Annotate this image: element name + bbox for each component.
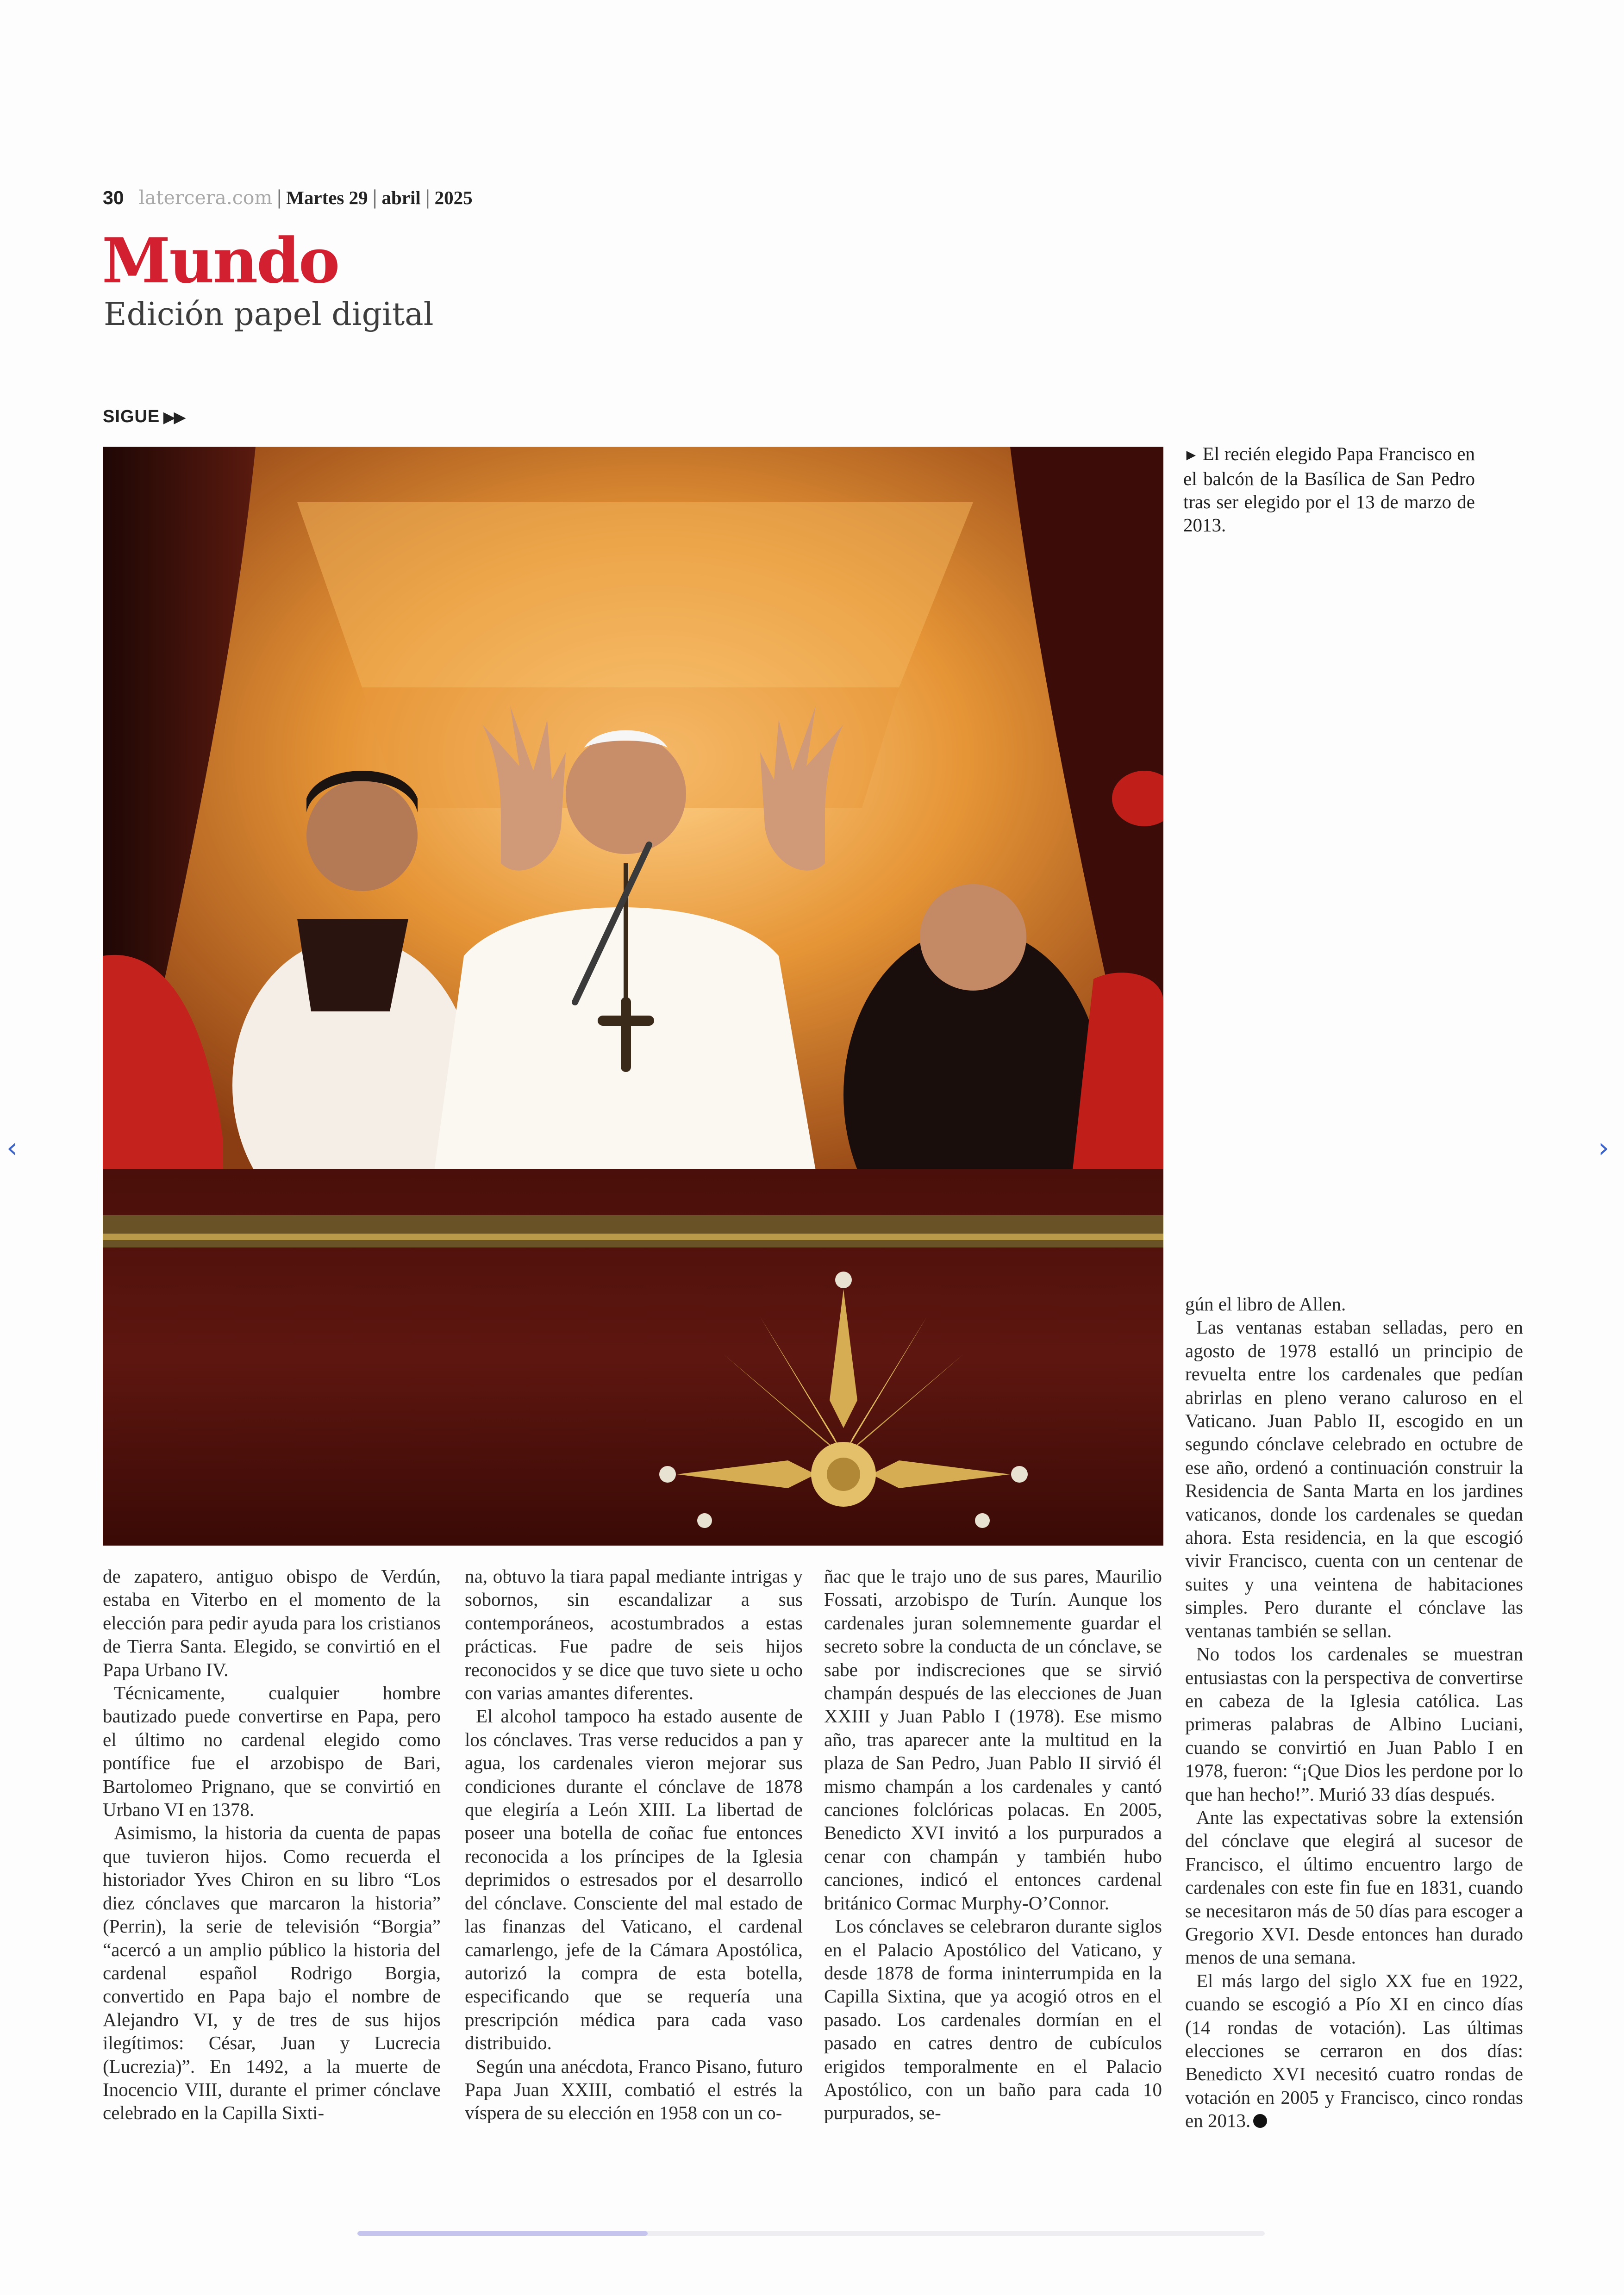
article-column-4 — [1185, 1292, 1523, 2133]
paragraph: Asimismo, la historia da cuenta de papas que tuvieron hijos. Como recuerda el historiador Yves Chiron en su libro “Los diez cónclaves que marcaron la historia” (Perrin), la serie de televisión “Borgia” “acercó a un amplio público la historia del cardenal español Rodrigo Borgia, convertido en Papa bajo el nombre de Alejandro VI, y de tres de sus hijos ilegítimos: César, Juan y Lucrecia (Lucrezia)”. En 1492, a la muerte de Inocencio VIII, durante el primer cónclave celebrado en la Capilla Sixti- — [103, 1822, 441, 2124]
sigue-label — [103, 405, 184, 428]
article-column-1 — [103, 1565, 441, 2125]
priest-left-head — [306, 780, 418, 891]
page-number: 30 — [103, 187, 124, 208]
article-column-3 — [824, 1565, 1162, 2125]
pope-head — [566, 734, 686, 854]
paragraph: de zapatero, antiguo obispo de Verdún, estaba en Viterbo en el momento de la elección para pedir ayuda para los cristianos de Tierra Santa. Elegido, se convirtió en el Papa Urbano IV. — [103, 1565, 441, 1680]
reading-progress-bar[interactable] — [357, 2231, 1265, 2236]
paragraph: Técnicamente, cualquier hombre bautizado puede convertirse en Papa, pero el último no cardenal elegido como pontífice fue el arzobispo de Bari, Bartolomeo Prignano, que se convirtió en Urbano VI en 1378. — [103, 1682, 441, 1821]
paragraph-last — [1185, 1969, 1523, 2133]
drape-fringe — [103, 1215, 1163, 1247]
end-of-article-icon — [1253, 2114, 1267, 2128]
paragraph: Ante las expectativas sobre la extensión del cónclave que elegirá al sucesor de Francisco, el último encuentro largo de cardenales con este fin fue en 1831, cuando se necesitaron más de 50 días para escoger a Gregorio XVI. Desde entonces han durado menos de una semana. — [1185, 1806, 1523, 1968]
paragraph: Las ventanas estaban selladas, pero en agosto de 1978 estalló un principio de revuelta entre los cardenales que pedían abrirlas en pleno verano caluroso en el Vaticano. Juan Pablo II, escogido en un segundo cónclave celebrado en octubre de ese año, ordenó a continuación construir la Residencia de Santa Marta en los jardines vaticanos, donde los cardenales se quedan ahora. Esta residencia, en la que escogió vivir Francisco, cuenta con un centenar de suites y una veintena de habitaciones simples. Pero durante el cónclave las ventanas también se sellan. — [1185, 1316, 1523, 1641]
caption-text: El recién elegido Papa Francisco en el balcón de la Basílica de San Pedro tras ser elegido por el 13 de marzo de 2013. — [1183, 443, 1475, 536]
paragraph: gún el libro de Allen. — [1185, 1293, 1346, 1315]
site-name: latercera.com — [138, 187, 273, 209]
paragraph: Los cónclaves se celebraron durante siglos en el Palacio Apostólico del Vaticano, y desde 1878 de forma ininterrumpida en la Capilla Sixtina, que ya acogió otros en el pasado. Los cardenales dormían en el pasado en catres dentro de cubículos erigidos temporalmente en el Palacio Apostólico, con un baño para cada 10 purpurados, se- — [824, 1915, 1162, 2124]
date-month: abril — [381, 187, 421, 208]
reading-progress-fill — [357, 2231, 648, 2236]
folio-separator: | — [424, 187, 431, 209]
chevron-right-icon[interactable]: › — [1598, 1132, 1609, 1164]
paragraph: Según una anécdota, Franco Pisano, futuro Papa Juan XXIII, combatió el estrés la víspera de su elección en 1958 con un co- — [465, 2055, 803, 2124]
ceiling-coffer — [297, 502, 973, 687]
date-weekday: Martes 29 — [286, 187, 368, 208]
paragraph: No todos los cardenales se muestran entusiastas con la perspectiva de convertirse en cabeza de la Iglesia católica. Las primeras palabras de Albino Luciani, cuando se convirtió en Juan Pablo I en 1978, fueron: “¡Que Dios les perdone por lo que han hecho!”. Murió 33 días después. — [1185, 1643, 1523, 1805]
section-title: Mundo — [102, 224, 339, 297]
folio-separator: | — [371, 187, 378, 209]
sigue-text: SIGUE — [103, 407, 160, 426]
folio-separator: | — [276, 187, 283, 209]
edition-subtitle: Edición papel digital — [104, 296, 434, 333]
article-column-2 — [465, 1565, 803, 2125]
priest-right-head — [920, 884, 1026, 991]
date-year: 2025 — [434, 187, 473, 208]
paragraph: na, obtuvo la tiara papal mediante intrigas y sobornos, sin escandalizar a sus contemporáneos, acostumbrados a estas prácticas. Fue padre de seis hijos reconocidos y se dice que tuvo siete u ocho con varias amantes diferentes. — [465, 1565, 803, 1704]
paragraph-text: El más largo del siglo XX fue en 1922, cuando se escogió a Pío XI en cinco días (14 rondas de votación). Las últimas elecciones se cerraron en dos días: Benedicto XVI necesitó cuatro rondas de votación en 2005 y Francisco, cinco rondas en 2013. — [1185, 1970, 1523, 2132]
paragraph: El alcohol tampoco ha estado ausente de los cónclaves. Tras verse reducidos a pan y agua, los cardenales vieron mejorar sus condiciones durante el cónclave de 1878 que elegiría a León XIII. La libertad de poseer una botella de coñac fue entonces reconocida a los príncipes de la Iglesia deprimidos o estresados por el desarrollo del cónclave. Consciente del mal estado de las finanzas del Vaticano, el cardenal camarlengo, jefe de la Cámara Apostólica, autorizó la compra de esta botella, especificando que se requería una prescripción médica para cada vaso distribuido. — [465, 1705, 803, 2054]
article-photo — [103, 447, 1163, 1546]
pope-balcony-photo — [103, 447, 1163, 1546]
double-play-icon: ▶▶ — [163, 409, 185, 425]
chevron-left-icon[interactable]: ‹ — [6, 1132, 18, 1164]
caption-marker-icon: ► — [1183, 447, 1199, 464]
photo-caption — [1183, 442, 1475, 536]
paragraph: ñac que le trajo uno de sus pares, Maurilio Fossati, arzobispo de Turín. Aunque los cardenales juran solemnemente guardar el secreto sobre la conducta de un cónclave, se sabe por indiscreciones que se sirvió champán después de las elecciones de Juan XXIII y Juan Pablo I (1978). Ese mismo año, tras aparecer ante la multitud en la plaza de San Pedro, Juan Pablo II sirvió él mismo champán a los cardenales y cantó canciones folclóricas polacas. En 2005, Benedicto XVI invitó a los purpurados a cenar con champán y también hubo canciones, indicó el entonces cardenal británico Cormac Murphy-O’Connor. — [824, 1565, 1162, 1914]
page-folio — [103, 186, 473, 209]
